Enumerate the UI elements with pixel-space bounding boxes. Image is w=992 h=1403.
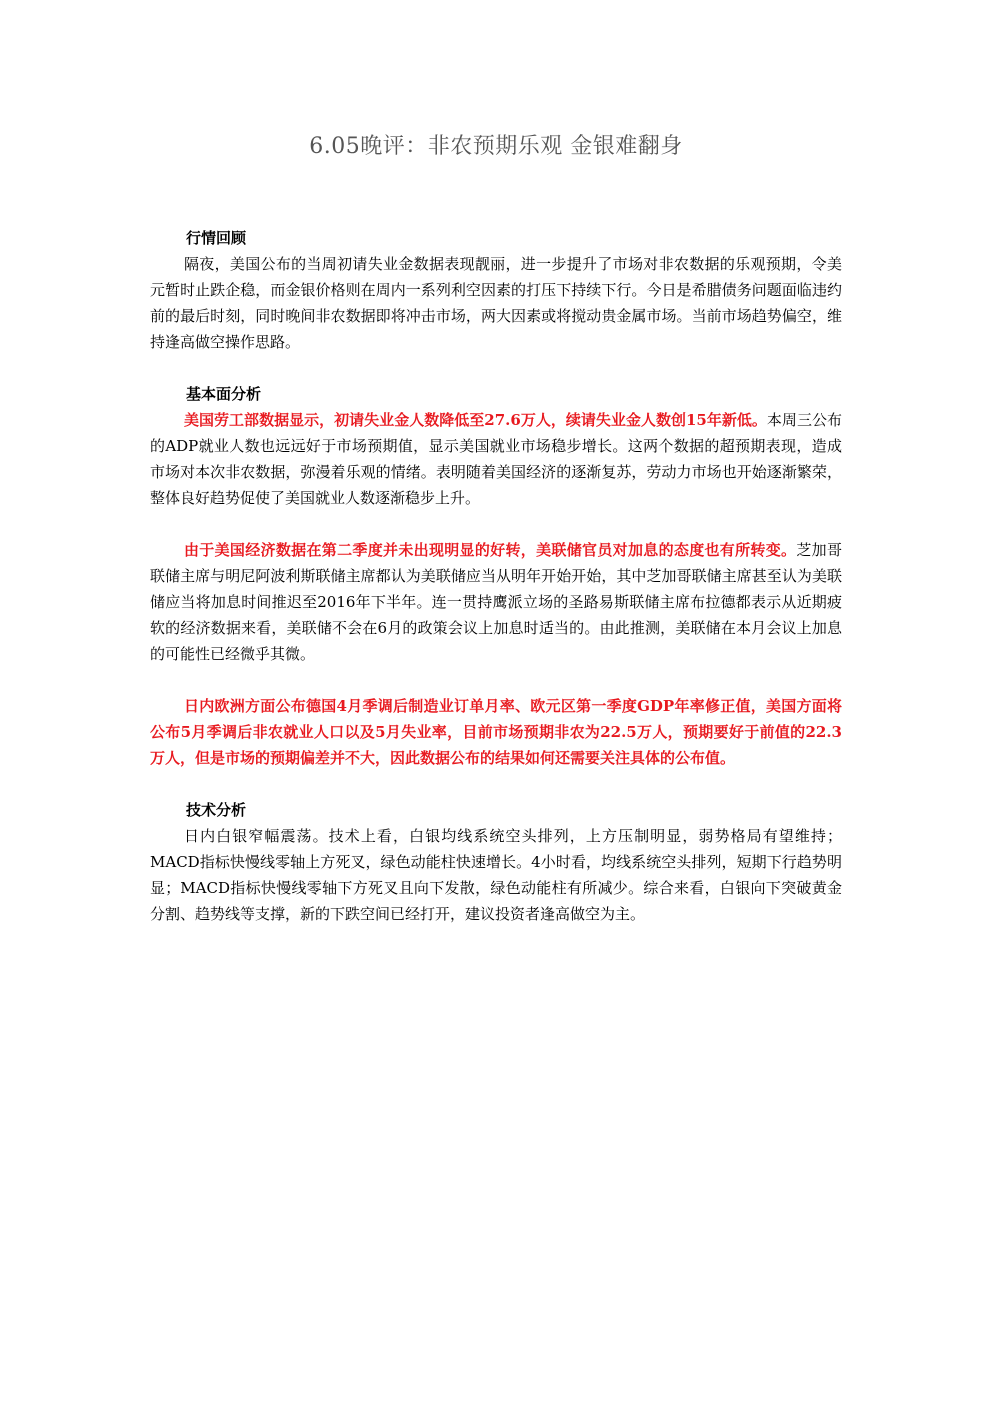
fundamental-paragraph-1 <box>150 407 842 511</box>
section-heading-fundamental: 基本面分析 <box>186 385 262 403</box>
spacer <box>150 667 842 693</box>
paragraph-text: 芝加哥联储主席与明尼阿波利斯联储主席都认为美联储应当从明年开始开始，其中芝加哥联储主席甚至认为美联储应当将加息时间推迟至2016年下半年。连一贯持鹰派立场的圣路易斯联储主席布拉德都表示从近期疲软的经济数据来看，美联储不会在6月的政策会议上加息时适当的。由此推测，美联储在本月会议上加息的可能性已经微乎其微。 <box>150 541 842 663</box>
paragraph-text: 本周三公布的ADP就业人数也远远好于市场预期值，显示美国就业市场稳步增长。这两个数据的超预期表现，造成市场对本次非农数据，弥漫着乐观的情绪。表明随着美国经济的逐渐复苏，劳动力市场也开始逐渐繁荣，整体良好趋势促使了美国就业人数逐渐稳步上升。 <box>150 411 842 507</box>
spacer <box>150 511 842 537</box>
review-paragraph: 隔夜，美国公布的当周初请失业金数据表现靓丽，进一步提升了市场对非农数据的乐观预期，令美元暂时止跌企稳，而金银价格则在周内一系列利空因素的打压下持续下行。今日是希腊债务问题面临违约前的最后时刻，同时晚间非农数据即将冲击市场，两大因素或将搅动贵金属市场。当前市场趋势偏空，维持逢高做空操作思路。 <box>150 255 842 351</box>
section-technical-analysis <box>150 797 842 927</box>
technical-paragraph: 日内白银窄幅震荡。技术上看，白银均线系统空头排列，上方压制明显，弱势格局有望维持；MACD指标快慢线零轴上方死叉，绿色动能柱快速增长。4小时看，均线系统空头排列，短期下行趋势明显；MACD指标快慢线零轴下方死叉且向下发散，绿色动能柱有所减少。综合来看，白银向下突破黄金分割、趋势线等支撑，新的下跌空间已经打开，建议投资者逢高做空为主。 <box>150 827 842 923</box>
spacer <box>150 771 842 797</box>
fundamental-paragraph-2 <box>150 537 842 667</box>
emphasis-text: 美国劳工部数据显示，初请失业金人数降低至27.6万人，续请失业金人数创15年新低。 <box>184 411 767 429</box>
emphasis-text: 日内欧洲方面公布德国4月季调后制造业订单月率、欧元区第一季度GDP年率修正值，美国方面将公布5月季调后非农就业人口以及5月失业率，目前市场预期非农为22.5万人，预期要好于前值的22.3万人，但是市场的预期偏差并不大，因此数据公布的结果如何还需要关注具体的公布值。 <box>150 697 842 767</box>
document-body <box>150 225 842 927</box>
page-title: 6.05晚评：非农预期乐观 金银难翻身 <box>309 134 683 159</box>
emphasis-text: 由于美国经济数据在第二季度并未出现明显的好转，美联储官员对加息的态度也有所转变。 <box>184 541 797 559</box>
section-heading-technical: 技术分析 <box>186 801 247 819</box>
fundamental-paragraph-3 <box>150 693 842 771</box>
section-heading-review: 行情回顾 <box>186 229 247 247</box>
spacer <box>150 355 842 381</box>
section-fundamental-analysis <box>150 381 842 771</box>
section-market-review <box>150 225 842 355</box>
